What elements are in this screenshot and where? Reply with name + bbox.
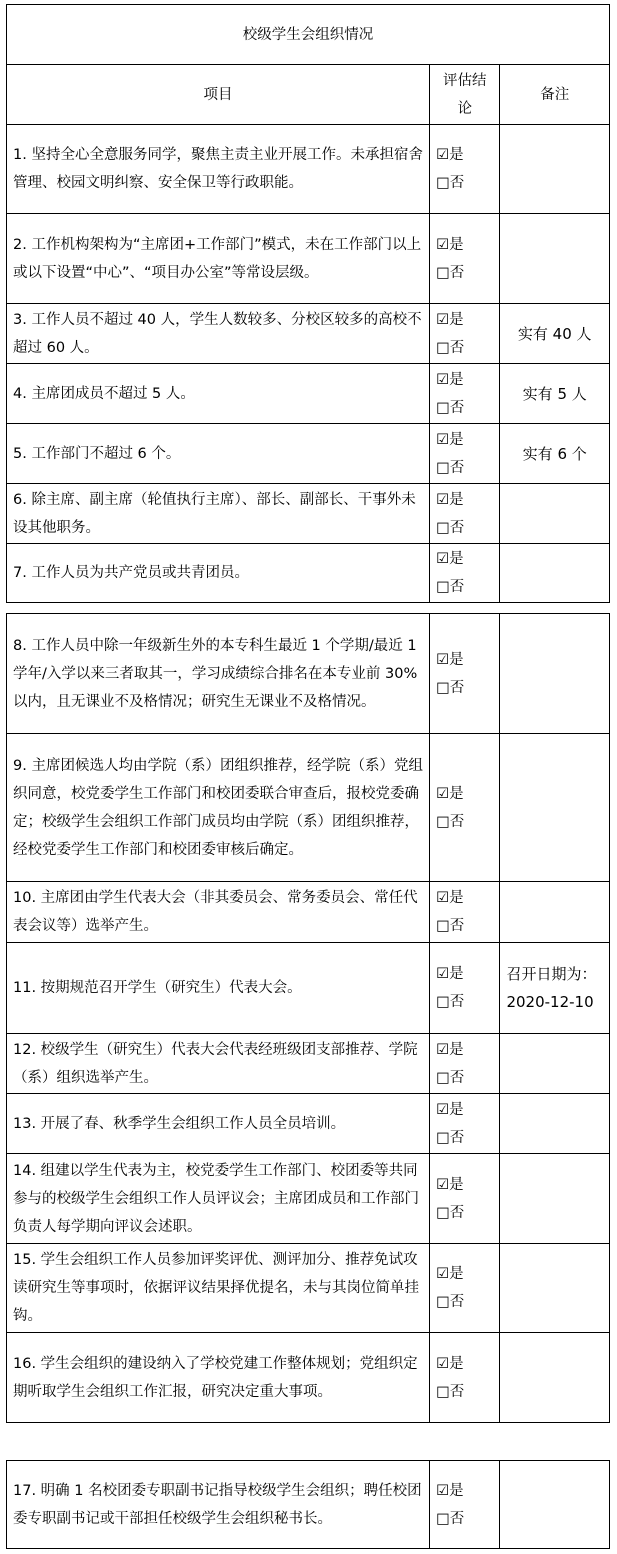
conclusion-cell [430,304,500,364]
conclusion-cell [430,544,500,603]
no-checkbox[interactable]: □否 [436,264,465,281]
table-row [7,484,610,544]
item-text: 4. 主席团成员不超过 5 人。 [7,364,430,424]
yes-checkbox[interactable]: ☑是 [436,966,464,982]
remark-cell: 实有 6 个 [500,424,610,484]
header-conclusion: 评估结论 [430,65,500,125]
table-row [7,364,610,424]
table-row [7,1244,610,1333]
item-text: 5. 工作部门不超过 6 个。 [7,424,430,484]
no-checkbox[interactable]: □否 [436,399,465,416]
yes-checkbox[interactable]: ☑是 [436,1266,464,1282]
yes-checkbox[interactable]: ☑是 [436,236,464,253]
table-row [7,1333,610,1423]
remark-cell: 实有 5 人 [500,364,610,424]
evaluation-table-part-2 [6,613,610,1423]
remark-cell [500,614,610,734]
item-text: 3. 工作人员不超过 40 人，学生人数较多、分校区较多的高校不超过 60 人。 [7,304,430,364]
yes-checkbox[interactable]: ☑是 [436,371,464,388]
table-row [7,943,610,1034]
no-checkbox[interactable]: □否 [436,918,465,934]
no-checkbox[interactable]: □否 [436,519,465,536]
conclusion-cell [430,484,500,544]
item-text: 6. 除主席、副主席（轮值执行主席）、部长、副部长、干事外未设其他职务。 [7,484,430,544]
item-text: 12. 校级学生（研究生）代表大会代表经班级团支部推荐、学院（系）组织选举产生。 [7,1034,430,1094]
conclusion-cell [430,1461,500,1549]
remark-cell [500,484,610,544]
remark-cell [500,544,610,603]
no-checkbox[interactable]: □否 [436,459,465,476]
table-row [7,1094,610,1154]
conclusion-cell [430,614,500,734]
no-checkbox[interactable]: □否 [436,1204,465,1221]
conclusion-cell [430,882,500,943]
remark-cell [500,1244,610,1333]
conclusion-cell [430,1244,500,1333]
table-row [7,734,610,882]
yes-checkbox[interactable]: ☑是 [436,785,464,802]
evaluation-table-part-3 [6,1460,610,1549]
item-text: 7. 工作人员为共产党员或共青团员。 [7,544,430,603]
evaluation-table-part-1 [6,4,610,603]
item-text: 17. 明确 1 名校团委专职副书记指导校级学生会组织；聘任校团委专职副书记或干部担任校级学生会组织秘书长。 [7,1461,430,1549]
table-row [7,1461,610,1549]
table-row [7,125,610,214]
item-text: 11. 按期规范召开学生（研究生）代表大会。 [7,943,430,1034]
no-checkbox[interactable]: □否 [436,679,465,696]
conclusion-cell [430,364,500,424]
item-text: 1. 坚持全心全意服务同学，聚焦主责主业开展工作。未承担宿舍管理、校园文明纠察、安全保卫等行政职能。 [7,125,430,214]
no-checkbox[interactable]: □否 [436,1129,465,1146]
yes-checkbox[interactable]: ☑是 [436,551,464,567]
conclusion-cell [430,734,500,882]
header-remark: 备注 [500,65,610,125]
yes-checkbox[interactable]: ☑是 [436,1176,464,1193]
conclusion-cell [430,943,500,1034]
yes-checkbox[interactable]: ☑是 [436,431,464,448]
item-text: 2. 工作机构架构为“主席团+工作部门”模式，未在工作部门以上或以下设置“中心”、“项目办公室”等常设层级。 [7,214,430,304]
remark-cell [500,214,610,304]
table-row [7,544,610,603]
table-row [7,214,610,304]
remark-cell [500,1034,610,1094]
table-row [7,304,610,364]
yes-checkbox[interactable]: ☑是 [436,1101,464,1118]
no-checkbox[interactable]: □否 [436,175,465,191]
yes-checkbox[interactable]: ☑是 [436,491,464,508]
no-checkbox[interactable]: □否 [436,1069,465,1086]
conclusion-cell [430,1333,500,1423]
remark-cell [500,882,610,943]
remark-cell [500,125,610,214]
no-checkbox[interactable]: □否 [436,1383,465,1400]
table-row [7,424,610,484]
conclusion-cell [430,214,500,304]
no-checkbox[interactable]: □否 [436,1294,465,1310]
conclusion-cell [430,125,500,214]
yes-checkbox[interactable]: ☑是 [436,651,464,668]
remark-cell [500,1333,610,1423]
remark-cell: 实有 40 人 [500,304,610,364]
item-text: 10. 主席团由学生代表大会（非其委员会、常务委员会、常任代表会议等）选举产生。 [7,882,430,943]
remark-cell: 召开日期为：2020-12-10 [500,943,610,1034]
yes-checkbox[interactable]: ☑是 [436,1482,464,1499]
table-row [7,614,610,734]
no-checkbox[interactable]: □否 [436,339,465,356]
item-text: 8. 工作人员中除一年级新生外的本专科生最近 1 个学期/最近 1 学年/入学以来三者取其一，学习成绩综合排名在本专业前 30%以内，且无课业不及格情况；研究生无课业不及格情况。 [7,614,430,734]
table-row [7,1154,610,1244]
conclusion-cell [430,1154,500,1244]
no-checkbox[interactable]: □否 [436,994,465,1010]
yes-checkbox[interactable]: ☑是 [436,311,464,328]
no-checkbox[interactable]: □否 [436,579,465,595]
remark-cell [500,1154,610,1244]
header-item: 项目 [7,65,430,125]
conclusion-cell [430,1034,500,1094]
yes-checkbox[interactable]: ☑是 [436,1355,464,1372]
remark-cell [500,734,610,882]
no-checkbox[interactable]: □否 [436,813,465,830]
item-text: 15. 学生会组织工作人员参加评奖评优、测评加分、推荐免试攻读研究生等事项时，依据评议结果择优提名，未与其岗位简单挂钩。 [7,1244,430,1333]
item-text: 9. 主席团候选人均由学院（系）团组织推荐，经学院（系）党组织同意，校党委学生工作部门和校团委联合审查后，报校党委确定；校级学生会组织工作部门成员均由学院（系）团组织推荐，经校党委学生工作部门和校团委审核后确定。 [7,734,430,882]
item-text: 16. 学生会组织的建设纳入了学校党建工作整体规划；党组织定期听取学生会组织工作汇报，研究决定重大事项。 [7,1333,430,1423]
table-title: 校级学生会组织情况 [7,5,610,65]
remark-cell [500,1461,610,1549]
yes-checkbox[interactable]: ☑是 [436,890,464,906]
table-row [7,1034,610,1094]
item-text: 14. 组建以学生代表为主，校党委学生工作部门、校团委等共同参与的校级学生会组织工作人员评议会；主席团成员和工作部门负责人每学期向评议会述职。 [7,1154,430,1244]
conclusion-cell [430,424,500,484]
yes-checkbox[interactable]: ☑是 [436,147,464,163]
remark-cell [500,1094,610,1154]
item-text: 13. 开展了春、秋季学生会组织工作人员全员培训。 [7,1094,430,1154]
table-row [7,882,610,943]
conclusion-cell [430,1094,500,1154]
yes-checkbox[interactable]: ☑是 [436,1041,464,1058]
no-checkbox[interactable]: □否 [436,1510,465,1527]
